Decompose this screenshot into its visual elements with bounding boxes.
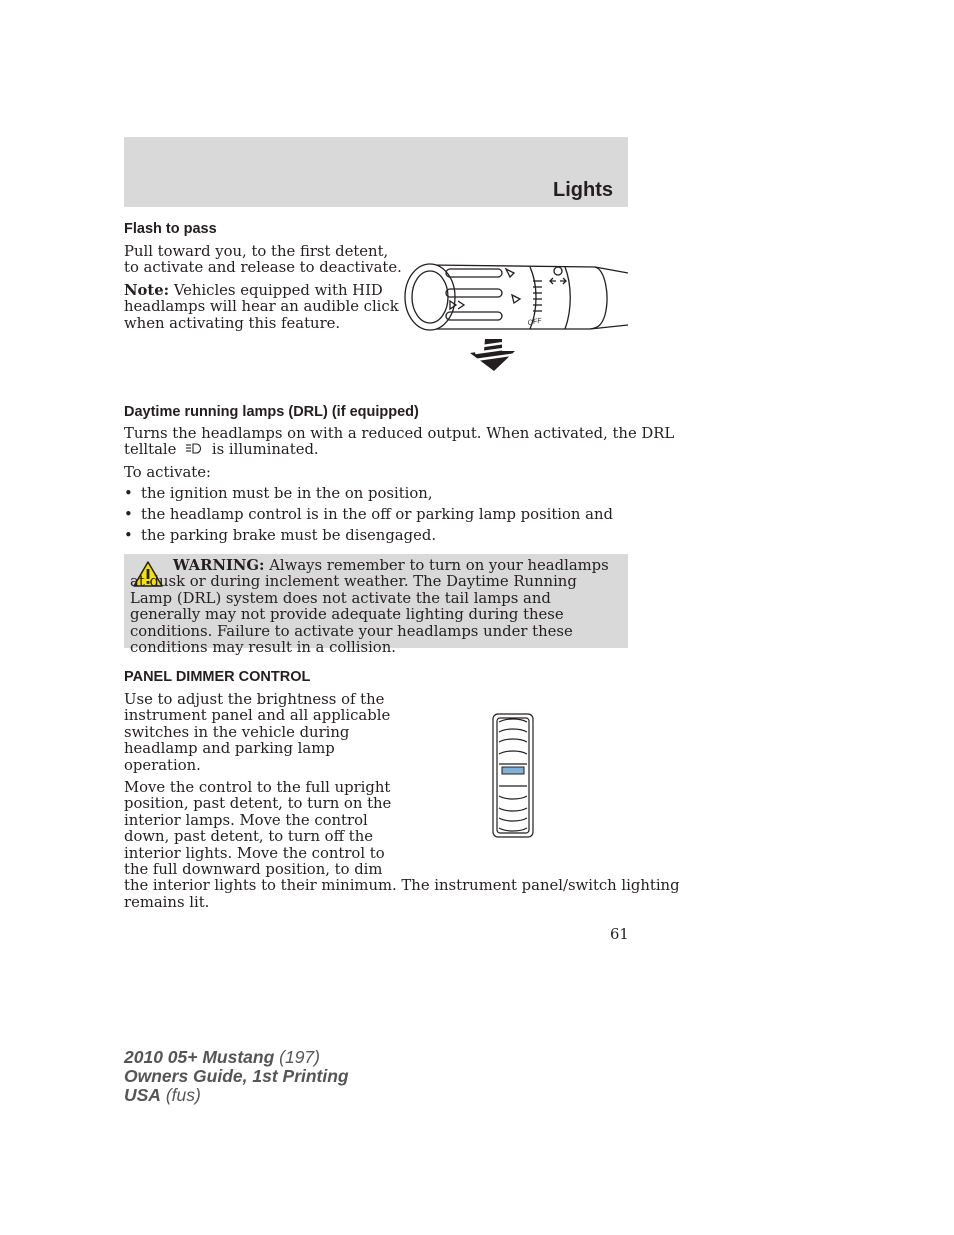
dimmer-text-line: Move the control to the full upright	[124, 779, 391, 796]
dimmer-text-line: interior lamps. Move the control	[124, 811, 368, 829]
list-item: • the headlamp control is in the off or parking lamp position and	[124, 506, 613, 523]
warning-label: WARNING:	[173, 557, 265, 574]
list-item: • the parking brake must be disengaged.	[124, 527, 437, 544]
drl-description	[124, 426, 674, 459]
warning-body: Always remember to turn on your headlamps at dusk or during inclement weather. The Daytime Running Lamp (DRL) system does not activate the tail lamps and generally may not provide adequate lighting during these conditions. Failure to activate your headlamps under these conditions may result in a collision.	[130, 557, 609, 657]
flash-text-line: Pull toward you, to the first detent,	[124, 243, 389, 260]
list-item-text: the parking brake must be disengaged.	[141, 527, 437, 544]
dimmer-text-line: the interior lights to their minimum. The instrument panel/switch lighting	[124, 877, 680, 895]
page-number: 61	[610, 926, 629, 943]
panel-dimmer-paragraph-2	[124, 780, 680, 911]
footer-market: USA	[124, 1085, 161, 1105]
flash-to-pass-note	[124, 283, 399, 332]
dimmer-text-line: instrument panel and all applicable	[124, 707, 391, 725]
note-text: Vehicles equipped with HID	[169, 282, 383, 299]
dimmer-text-line: operation.	[124, 756, 201, 774]
headlamp-stalk-illustration	[400, 255, 630, 375]
dimmer-text-line: headlamp and parking lamp	[124, 740, 335, 758]
warning-box	[124, 554, 628, 657]
footer-edition: Owners Guide, 1st Printing	[124, 1066, 349, 1086]
dimmer-text-line: down, past detent, to turn off the	[124, 828, 374, 846]
footer-code: (197)	[274, 1047, 320, 1067]
drl-to-activate: To activate:	[124, 464, 211, 481]
flash-to-pass-heading: Flash to pass	[124, 221, 217, 237]
pull-arrow-icon	[470, 339, 515, 371]
panel-dimmer-heading: PANEL DIMMER CONTROL	[124, 669, 311, 685]
section-header-band	[124, 137, 628, 207]
drl-text-line: telltale	[124, 441, 177, 459]
stalk-off-label: OFF	[527, 317, 543, 327]
drl-text-line: Turns the headlamps on with a reduced output. When activated, the DRL	[124, 425, 675, 442]
list-item: • the ignition must be in the on position,	[124, 485, 433, 502]
note-text: when activating this feature.	[124, 314, 341, 332]
dimmer-text-line: switches in the vehicle during	[124, 723, 350, 741]
dimmer-text-line: interior lights. Move the control to	[124, 844, 385, 862]
drl-text-line: is illuminated.	[211, 441, 319, 459]
dimmer-indicator	[502, 767, 524, 774]
drl-heading: Daytime running lamps (DRL) (if equipped)	[124, 404, 419, 420]
dimmer-text-line: the full downward position, to dim	[124, 861, 383, 879]
note-label: Note:	[124, 282, 170, 299]
footer-model: 2010 05+ Mustang	[124, 1047, 275, 1067]
document-footer	[124, 1048, 349, 1105]
panel-dimmer-paragraph-1	[124, 692, 390, 774]
drl-telltale-icon	[181, 443, 207, 455]
footer-market-code: (fus)	[160, 1085, 201, 1105]
warning-text	[130, 558, 616, 656]
flash-text-line: to activate and release to deactivate.	[124, 259, 402, 277]
note-text: headlamps will hear an audible click	[124, 298, 399, 316]
list-item-text: the ignition must be in the on position,	[141, 485, 433, 502]
dimmer-text-line: Use to adjust the brightness of the	[124, 691, 385, 708]
dimmer-text-line: position, past detent, to turn on the	[124, 795, 392, 813]
list-item-text: the headlamp control is in the off or parking lamp position and	[141, 506, 613, 523]
dimmer-text-line: remains lit.	[124, 893, 210, 911]
section-title: Lights	[553, 179, 613, 201]
panel-dimmer-illustration	[490, 712, 536, 840]
flash-to-pass-text	[124, 244, 402, 277]
